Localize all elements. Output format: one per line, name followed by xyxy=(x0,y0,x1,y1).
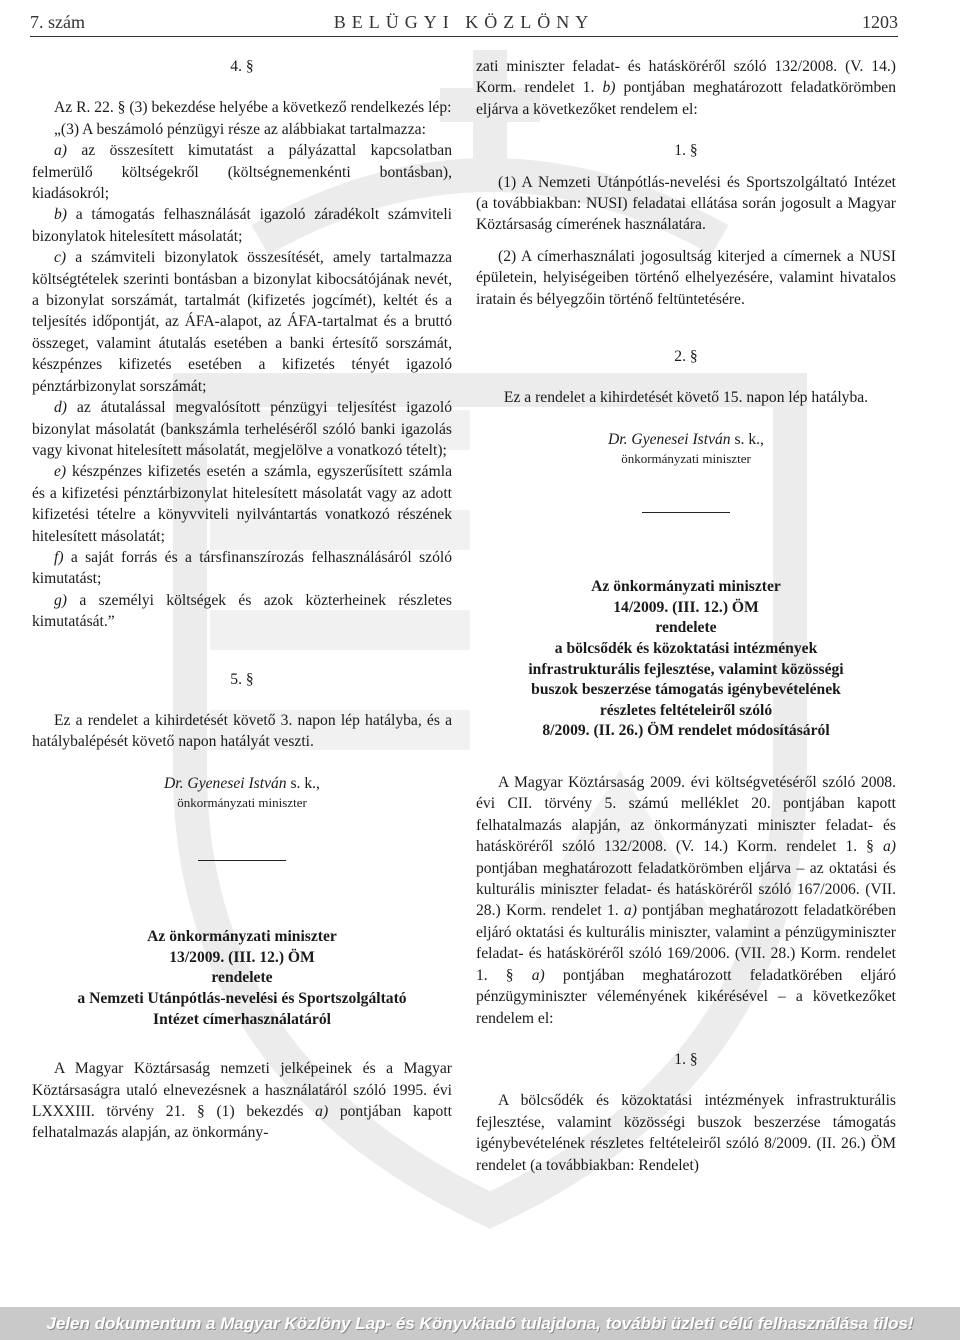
amendment-intro: Az R. 22. § (3) bekezdése helyébe a következő rendelkezés lép: xyxy=(54,99,452,117)
section-1-para-2: (2) A címerhasználati jogosultság kiterjed a címernek a NUSI épületein, helyiségeiben történő elhelyezésére, valamint hivatalos iratain és bélyegzőin történő feltüntetésére. xyxy=(476,247,896,308)
section-1-heading: 1. § xyxy=(674,142,698,160)
item-c: c) a számviteli bizonylatok összesítését, amely tartalmazza költségtételek szerinti bontásban a bizonylat kibocsátójának nevét, a bizonylat sorszámát, tartalmát (kifizetés jogcímét), keltét és a teljesítés időpontját, az ÁFA-alapot, az ÁFA-tartalmat és a bruttó összeget, valamint átutalás esetében a banki értesítő sorszámát, készpénzes kifizetés esetében a kifizetés tényét igazoló pénztárbizonylat sorszámát; xyxy=(32,249,452,395)
section-4-heading: 4. § xyxy=(230,58,254,75)
item-e: e) készpénzes kifizetés esetén a számla, egyszerűsített számla és a kifizetési pénztárbizonylat hitelesített másolatát vagy az adott kifizetési tételre a könyvviteli nyilvántartás vonatkozó részének hitelesített másolatát; xyxy=(32,463,452,545)
item-a: a) az összesített kimutatást a pályázattal kapcsolatban felmerülő költségekről (költségnemenkénti bontásban), kiadásokról; xyxy=(32,142,452,203)
decree-14-preamble: A Magyar Köztársaság 2009. évi költségvetéséről szóló 2008. évi CII. törvény 5. számú melléklet 20. pontjában kapott felhatalmazás alapján, az önkormányzati miniszter feladat- és hatásköréről szóló 132/2008. (V. 14.) Korm. rendelet 1. § a) pontjában meghatározott feladatkörömben eljárva – az oktatási és kulturális miniszter feladat- és hatásköréről szóló 167/2006. (VII. 28.) Korm. rendelet 1. a) pontjában meghatározott feladatkörében eljáró oktatási és kulturális miniszter, valamint a pénzügyminiszter feladat- és hatásköréről szóló 169/2006. (VII. 28.) Korm. rendelet 1. § a) pontjában meghatározott feladatkörében eljáró pénzügyminiszter véleményének kikérésével – a következőket rendelem el: xyxy=(476,774,896,1027)
issue-number: 7. szám xyxy=(30,12,85,32)
page-header xyxy=(30,10,898,37)
effect-clause: Ez a rendelet a kihirdetését követő 15. napon lép hatályba. xyxy=(503,389,869,407)
left-column xyxy=(32,56,452,1144)
signature-title: önkormányzati miniszter xyxy=(177,795,307,811)
decree-14-section-1-text: A bölcsődék és közoktatási intézmények infrastrukturális fejlesztése, valamint közösségi buszok beszerzése támogatás igénybevételének részletes feltételeiről szóló 8/2009. (II. 26.) ÖM rendelet (a továbbiakban: Rendelet) xyxy=(476,1092,896,1174)
signature-title: önkormányzati miniszter xyxy=(621,451,751,467)
section-1-para-1: (1) A Nemzeti Utánpótlás-nevelési és Sportszolgáltató Intézet (a továbbiakban: NUSI) feladatai ellátása során jogosult a Magyar Köztársaság címerének használatára. xyxy=(476,173,896,234)
item-d: d) az átutalással megvalósított pénzügyi teljesítést igazoló bizonylat másolatát (bankszámla terheléséről szóló banki igazolás vagy kivonat hitelesített másolatát, megjelölve a vonatkozó tételt); xyxy=(32,399,452,459)
item-g: g) a személyi költségek és azok közterheinek részletes kimutatását.” xyxy=(32,591,452,631)
journal-title: BELÜGYI KÖZLÖNY xyxy=(333,12,595,32)
section-2-heading: 2. § xyxy=(674,348,698,366)
section-5-heading: 5. § xyxy=(230,670,254,688)
page-number: 1203 xyxy=(862,12,898,32)
item-f: f) a saját forrás és a társfinanszírozás felhasználásáról szóló kimutatást; xyxy=(32,548,452,588)
decree-13-title: Az önkormányzati miniszter 13/2009. (III. 12.) ÖM rendelete a Nemzeti Utánpótlás-nevelési és Sportszolgáltató Intézet címerhasználatáról xyxy=(77,928,407,1028)
decree-14-title: Az önkormányzati miniszter 14/2009. (III. 12.) ÖM rendelete a bölcsődék és közoktatási intézmények infrastrukturális fejlesztése, valamint közösségi buszok beszerzése támogatás igénybevételének részletes feltételeiről szóló 8/2009. (II. 26.) ÖM rendelet módosításáról xyxy=(528,578,844,740)
item-b: b) a támogatás felhasználását igazoló záradékolt számviteli bizonylatok hitelesített másolatát; xyxy=(32,206,452,245)
preamble-continuation: zati miniszter feladat- és hatásköréről szóló 132/2008. (V. 14.) Korm. rendelet 1. b) pontjában meghatározott feladatkörömben eljárva a következőket rendelem el: xyxy=(476,58,897,118)
effect-clause: Ez a rendelet a kihirdetését követő 3. napon lép hatályba, és a hatálybalépését követő napon hatályát veszti. xyxy=(32,711,452,751)
copyright-notice: Jelen dokumentum a Magyar Közlöny Lap- és Könyvkiadó tulajdona, további üzleti célú felhasználása tilos! xyxy=(0,1307,960,1340)
signature-name: Dr. Gyenesei István s. k., xyxy=(608,430,764,448)
decree-13-preamble: A Magyar Köztársaság nemzeti jelképeinek és a Magyar Köztársaságra utaló elnevezésnek a használatáról szóló 1995. évi LXXXIII. törvény 21. § (1) bekezdés a) pontjában kapott felhatalmazás alapján, az önkormány- xyxy=(32,1060,452,1142)
amendment-quote-start: „(3) A beszámoló pénzügyi része az alábbiakat tartalmazza: xyxy=(54,120,426,138)
right-column xyxy=(476,56,896,1176)
decree-14-section-1-heading: 1. § xyxy=(674,1050,698,1068)
signature-name: Dr. Gyenesei István s. k., xyxy=(164,774,320,792)
